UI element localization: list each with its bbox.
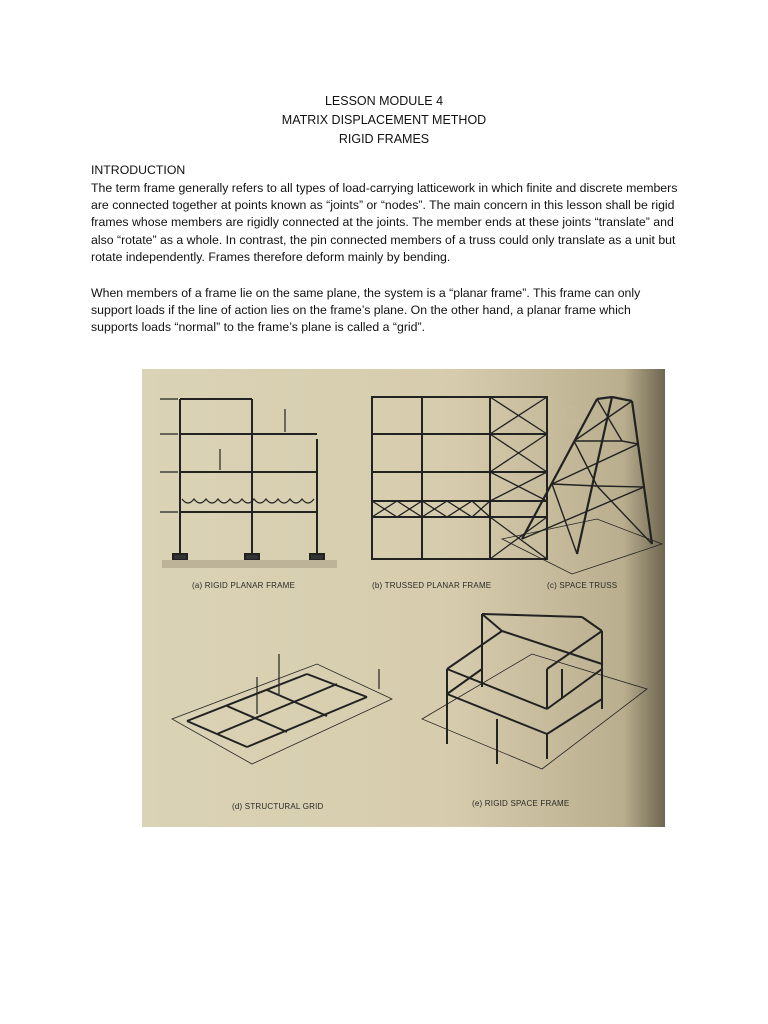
caption-a: (a) RIGID PLANAR FRAME — [192, 581, 296, 590]
rigid-space-frame-drawing — [422, 614, 647, 769]
introduction-paragraph-2: When members of a frame lie on the same plane, the system is a “planar frame”. This frame can only support loads if the line of action lies on the frame’s plane. On the other hand, a planar frame which supports loads “normal” to the frame’s plane is called a “grid”. — [91, 286, 641, 335]
topic-title: RIGID FRAMES — [338, 132, 430, 146]
frame-types-illustration — [142, 369, 665, 827]
introduction-paragraph-1: The term frame generally refers to all types of load-carrying latticework in which finite and discrete members are connected together at points known as “joints” or “nodes”. The main concern in this lesson shall be rigid frames whose members are rigidly connected at the joints. The member ends at these joints “translate” and also “rotate” as a whole. In contrast, the pin connected members of a truss could only translate as a unit but rotate independently. Frames therefore deform mainly by bending. — [91, 181, 678, 264]
caption-c: (c) SPACE TRUSS — [547, 581, 618, 590]
method-title: MATRIX DISPLACEMENT METHOD — [281, 113, 487, 127]
introduction-heading: INTRODUCTION — [91, 163, 186, 177]
caption-d: (d) STRUCTURAL GRID — [232, 802, 324, 811]
frame-types-figure — [142, 369, 665, 827]
module-title: LESSON MODULE 4 — [324, 94, 444, 108]
svg-text:C: C — [560, 401, 578, 430]
rigid-planar-frame-drawing — [160, 399, 337, 568]
structural-grid-drawing — [172, 654, 392, 764]
space-truss-drawing — [502, 397, 662, 574]
caption-b: (b) TRUSSED PLANAR FRAME — [372, 581, 492, 590]
caption-e: (e) RIGID SPACE FRAME — [472, 799, 570, 808]
